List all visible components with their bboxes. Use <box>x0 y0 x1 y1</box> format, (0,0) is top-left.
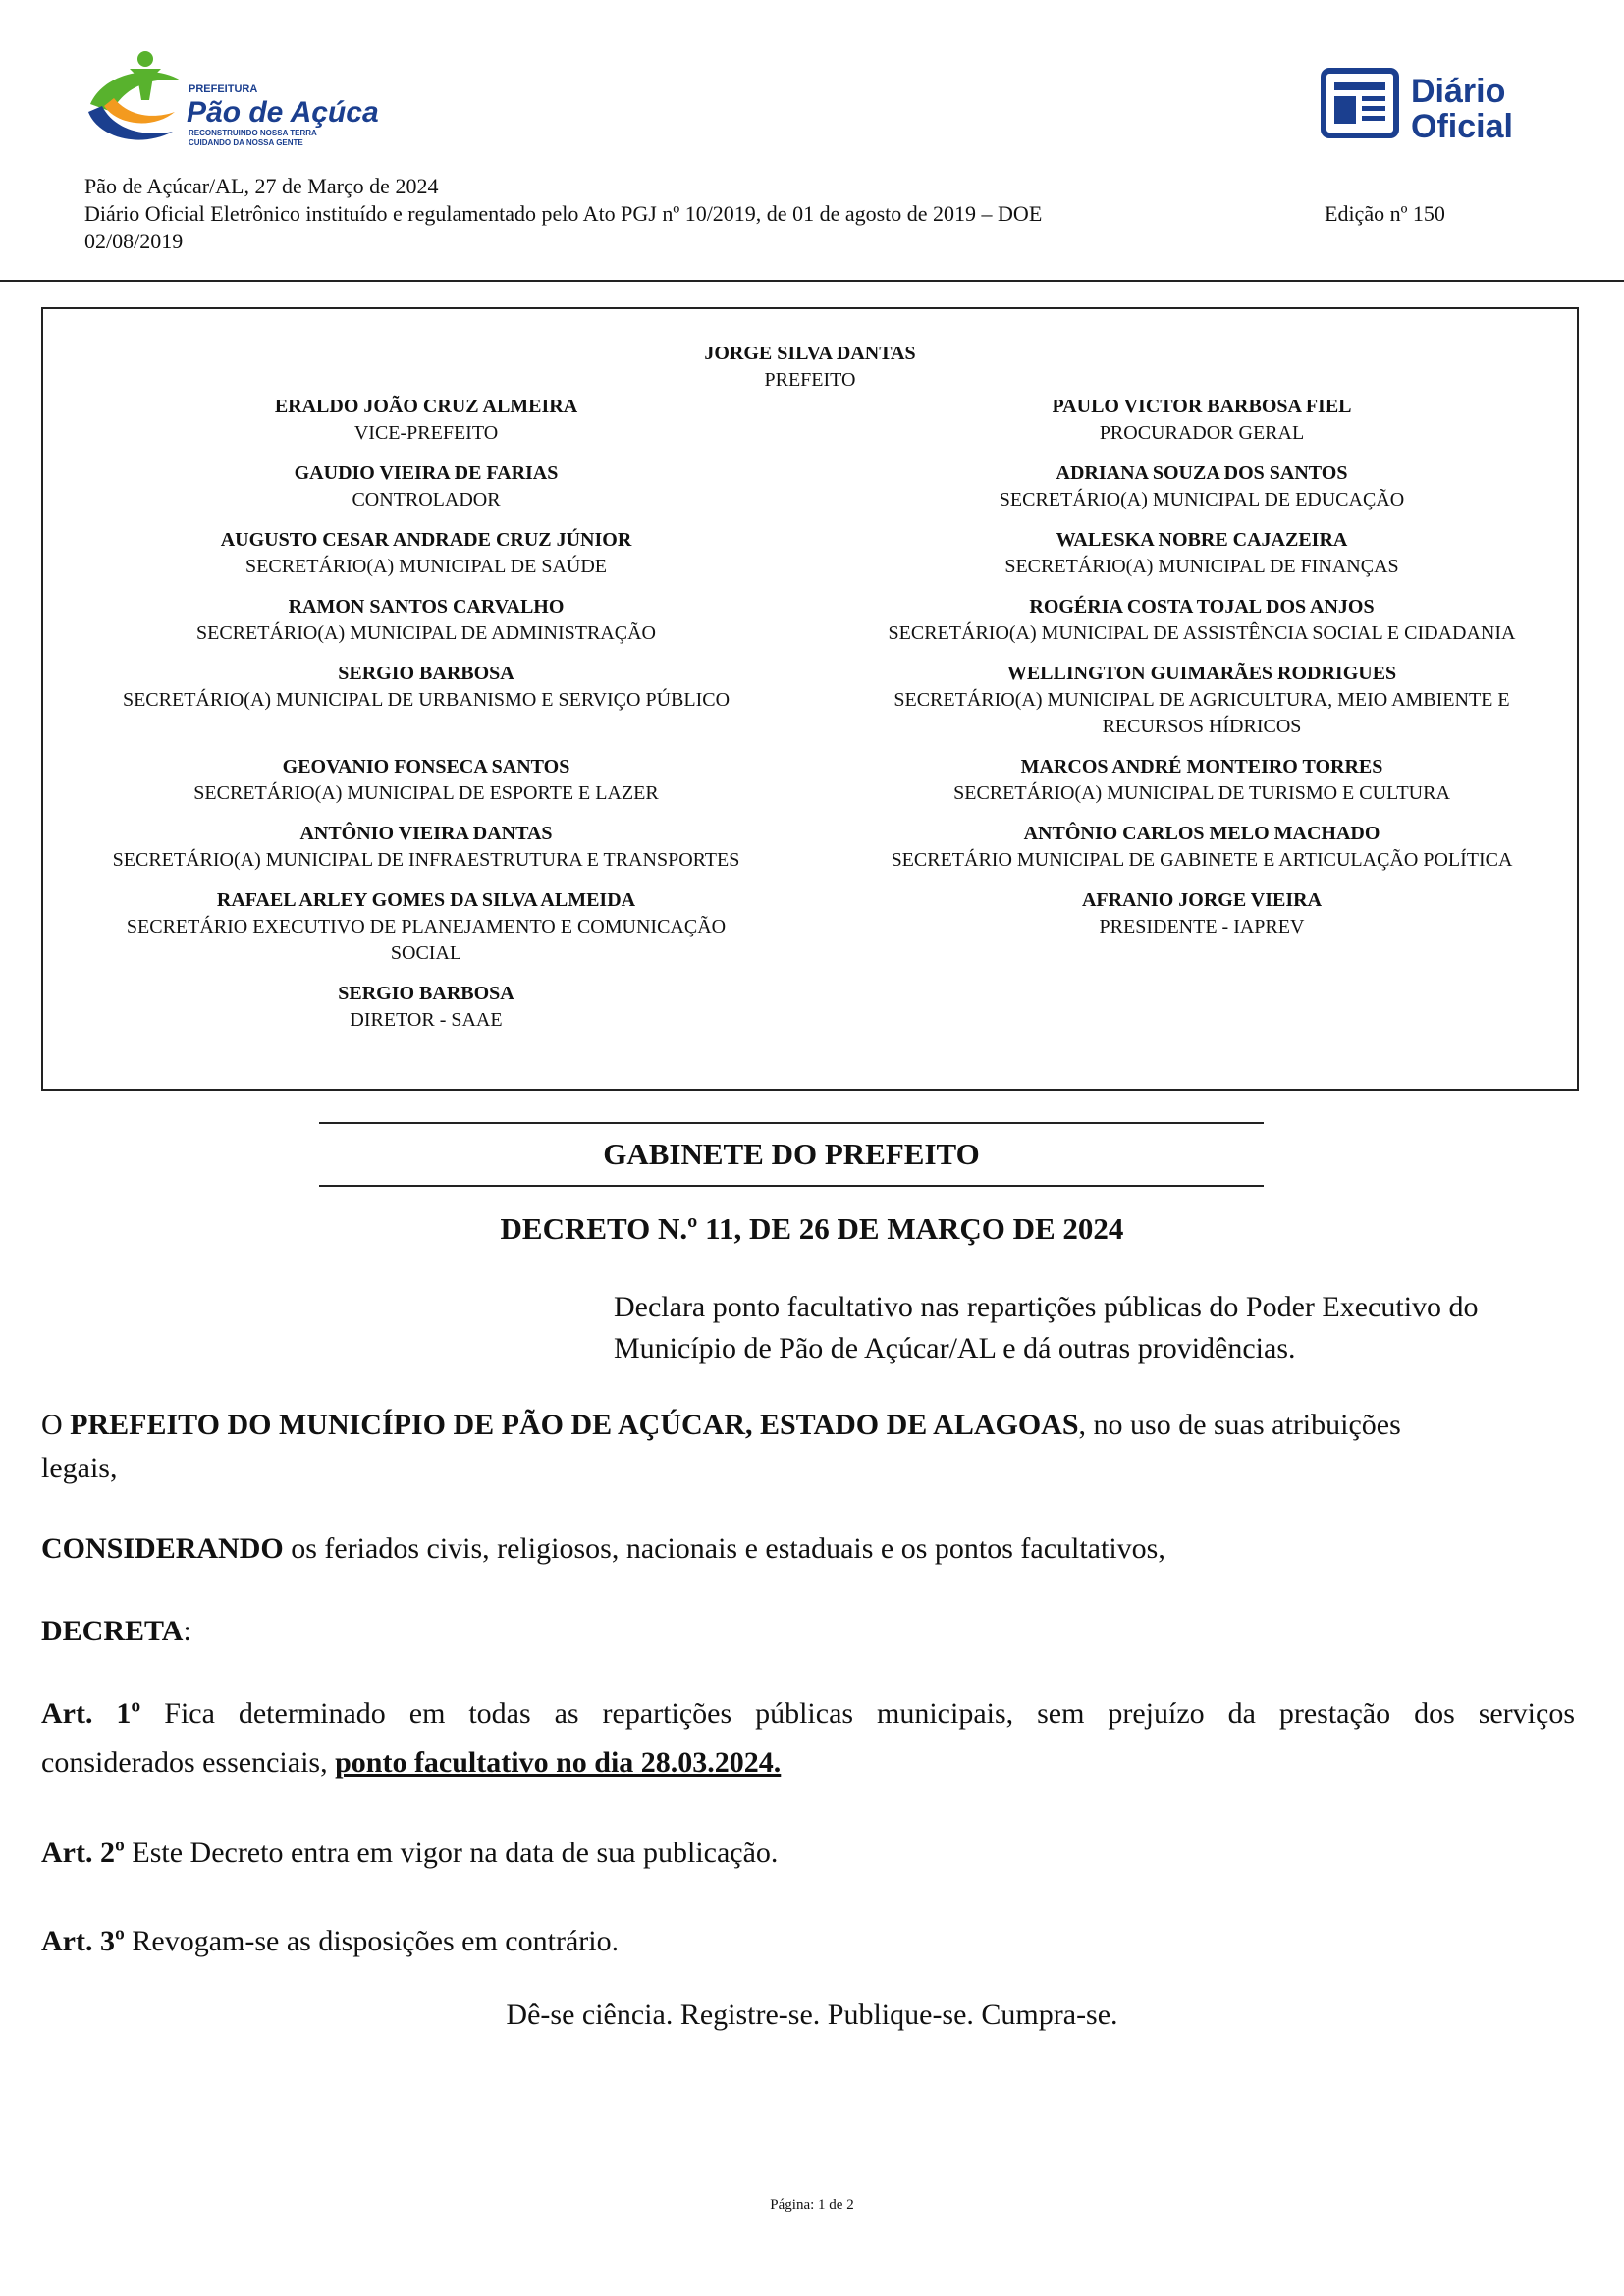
official-name: MARCOS ANDRÉ MONTEIRO TORRES <box>1020 756 1383 777</box>
logo-swoosh-blue <box>88 106 173 140</box>
diario-logo-line1: Diário <box>1411 73 1506 110</box>
diario-logo-line2: Oficial <box>1411 108 1513 145</box>
logo-prefeitura-text: PREFEITURA <box>189 83 258 95</box>
article-2-text: Este Decreto entra em vigor na data de sua publicação. <box>124 1837 779 1869</box>
section-rule-bottom <box>319 1185 1264 1187</box>
official-left-2 <box>63 460 789 513</box>
article-3 <box>41 1920 1575 1963</box>
official-right-4 <box>829 594 1575 647</box>
official-name: WELLINGTON GUIMARÃES RODRIGUES <box>1006 663 1397 684</box>
article-1-label: Art. 1º <box>41 1697 141 1730</box>
official-name: ANTÔNIO VIEIRA DANTAS <box>299 823 553 844</box>
decreta-paragraph <box>41 1610 1575 1653</box>
official-role: SECRETÁRIO(A) MUNICIPAL DE URBANISMO E SERVIÇO PÚBLICO <box>122 689 731 711</box>
official-name: AUGUSTO CESAR ANDRADE CRUZ JÚNIOR <box>220 529 632 551</box>
ementa-line-1: Declara ponto facultativo nas repartições públicas do Poder Executivo do <box>614 1291 1479 1323</box>
article-1 <box>41 1692 1575 1785</box>
intro-rest: , no uso de suas atribuições <box>1078 1409 1401 1441</box>
ementa-line-2: Município de Pão de Açúcar/AL e dá outras providências. <box>614 1332 1296 1364</box>
official-right-6 <box>829 754 1575 807</box>
official-right-7 <box>829 821 1575 874</box>
official-role: DIRETOR - SAAE <box>350 1009 503 1031</box>
official-role: SECRETÁRIO MUNICIPAL DE GABINETE E ARTICULAÇÃO POLÍTICA <box>891 849 1513 871</box>
header-meta <box>84 173 1479 255</box>
closing-formula: Dê-se ciência. Registre-se. Publique-se. Cumpra-se. <box>506 1999 1118 2031</box>
official-right-1 <box>829 394 1575 447</box>
logo-slogan-1: RECONSTRUINDO NOSSA TERRA <box>189 129 317 137</box>
official-left-4 <box>63 594 789 647</box>
official-role: SECRETÁRIO EXECUTIVO DE PLANEJAMENTO E COMUNICAÇÃO <box>126 916 727 937</box>
official-right-2 <box>829 460 1575 513</box>
official-name: GEOVANIO FONSECA SANTOS <box>282 756 570 777</box>
official-role-cont: SOCIAL <box>390 942 462 964</box>
official-name: ERALDO JOÃO CRUZ ALMEIRA <box>274 396 578 417</box>
institution-date: 02/08/2019 <box>84 229 184 253</box>
intro-prefix: O <box>41 1409 63 1441</box>
logo-figure-head <box>137 51 153 67</box>
official-name: PAULO VICTOR BARBOSA FIEL <box>1052 396 1352 417</box>
official-name: JORGE SILVA DANTAS <box>704 343 916 364</box>
logo-city-text: Pão de Açúcar <box>187 96 379 129</box>
official-left-3 <box>63 527 789 580</box>
official-role: SECRETÁRIO(A) MUNICIPAL DE INFRAESTRUTURA E TRANSPORTES <box>112 849 740 871</box>
decree-title: DECRETO N.º 11, DE 26 DE MARÇO DE 2024 <box>500 1211 1124 1246</box>
considerando-paragraph <box>41 1527 1575 1571</box>
official-left-6 <box>63 754 789 807</box>
official-left-8 <box>63 887 789 967</box>
official-name: ROGÉRIA COSTA TOJAL DOS ANJOS <box>1029 596 1375 617</box>
intro-bold: PREFEITO DO MUNICÍPIO DE PÃO DE AÇÚCAR, ESTADO DE ALAGOAS <box>70 1409 1079 1441</box>
official-role: CONTROLADOR <box>352 489 501 510</box>
official-name: SERGIO BARBOSA <box>338 663 514 684</box>
prefeitura-logo <box>84 43 379 151</box>
considerando-label: CONSIDERANDO <box>41 1532 284 1565</box>
decree-ementa <box>614 1287 1581 1369</box>
official-role: PROCURADOR GERAL <box>1099 422 1305 444</box>
considerando-text: os feriados civis, religiosos, nacionais e estaduais e os pontos facultativos, <box>283 1532 1165 1565</box>
official-role: VICE-PREFEITO <box>353 422 499 444</box>
article-2 <box>41 1832 1575 1875</box>
place-date: Pão de Açúcar/AL, 27 de Março de 2024 <box>84 174 439 198</box>
official-name: ADRIANA SOUZA DOS SANTOS <box>1056 462 1348 484</box>
official-name: WALESKA NOBRE CAJAZEIRA <box>1056 529 1348 551</box>
official-mayor <box>43 341 1577 394</box>
logo-swoosh-green <box>90 72 181 112</box>
official-left-9 <box>63 981 789 1034</box>
official-name: AFRANIO JORGE VIEIRA <box>1081 889 1323 911</box>
official-name: ANTÔNIO CARLOS MELO MACHADO <box>1023 823 1380 844</box>
intro-line-2: legais, <box>41 1452 118 1484</box>
official-role: SECRETÁRIO(A) MUNICIPAL DE EDUCAÇÃO <box>999 489 1405 510</box>
official-role: SECRETÁRIO(A) MUNICIPAL DE ASSISTÊNCIA SOCIAL E CIDADANIA <box>888 622 1516 644</box>
official-role: PRESIDENTE - IAPREV <box>1099 916 1305 937</box>
article-2-label: Art. 2º <box>41 1837 125 1869</box>
official-name: RAFAEL ARLEY GOMES DA SILVA ALMEIDA <box>216 889 636 911</box>
section-rule-top <box>319 1122 1264 1124</box>
official-right-5 <box>829 661 1575 740</box>
section-title: GABINETE DO PREFEITO <box>603 1137 980 1171</box>
article-3-text: Revogam-se as disposições em contrário. <box>124 1925 620 1957</box>
article-1-emphasis: ponto facultativo no dia 28.03.2024. <box>335 1746 782 1779</box>
newspaper-icon <box>1324 71 1396 135</box>
intro-paragraph <box>41 1404 1575 1490</box>
official-role: SECRETÁRIO(A) MUNICIPAL DE TURISMO E CULTURA <box>953 782 1450 804</box>
edition-number: Edição nº 150 <box>1325 201 1445 226</box>
official-right-3 <box>829 527 1575 580</box>
article-1-text-cont: considerados essenciais, <box>41 1746 336 1779</box>
official-role: SECRETÁRIO(A) MUNICIPAL DE AGRICULTURA, MEIO AMBIENTE E <box>893 689 1510 711</box>
official-name: GAUDIO VIEIRA DE FARIAS <box>294 462 559 484</box>
official-right-8 <box>829 887 1575 940</box>
decreta-label: DECRETA <box>41 1615 184 1647</box>
official-left-7 <box>63 821 789 874</box>
decreta-colon: : <box>183 1615 191 1647</box>
logo-slogan-2: CUIDANDO DA NOSSA GENTE <box>189 138 303 147</box>
official-role: SECRETÁRIO(A) MUNICIPAL DE FINANÇAS <box>1004 556 1399 577</box>
institution-note: Diário Oficial Eletrônico instituído e regulamentado pelo Ato PGJ nº 10/2019, de 01 de agosto de 2019 – DOE <box>84 201 1043 226</box>
official-name: SERGIO BARBOSA <box>338 983 514 1004</box>
officials-box <box>41 307 1579 1091</box>
official-role: SECRETÁRIO(A) MUNICIPAL DE ADMINISTRAÇÃO <box>196 622 656 644</box>
official-left-1 <box>63 394 789 447</box>
header-divider <box>0 280 1624 282</box>
article-3-label: Art. 3º <box>41 1925 125 1957</box>
official-role: SECRETÁRIO(A) MUNICIPAL DE SAÚDE <box>245 556 607 577</box>
official-role: PREFEITO <box>764 369 856 391</box>
logo-swoosh-orange <box>104 98 175 123</box>
diario-oficial-logo <box>1321 67 1556 145</box>
official-name: RAMON SANTOS CARVALHO <box>288 596 565 617</box>
official-left-5 <box>63 661 789 714</box>
page-number: Página: 1 de 2 <box>770 2197 854 2213</box>
article-1-text: Fica determinado em todas as repartições públicas municipais, sem prejuízo da prestação dos serviços <box>140 1697 1575 1730</box>
official-role: SECRETÁRIO(A) MUNICIPAL DE ESPORTE E LAZER <box>193 782 659 804</box>
official-role-cont: RECURSOS HÍDRICOS <box>1102 716 1302 737</box>
